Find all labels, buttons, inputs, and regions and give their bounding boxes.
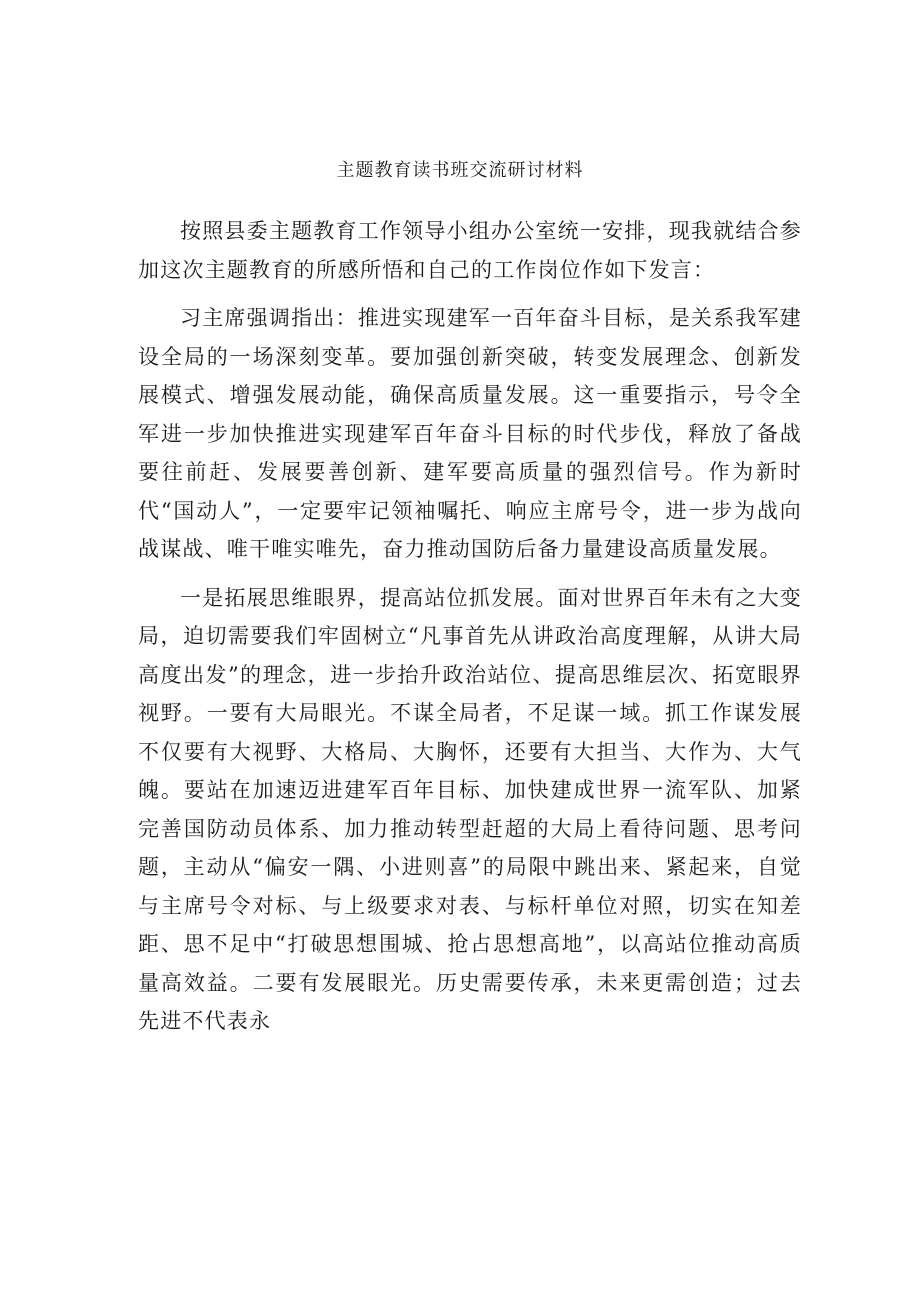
document-body (138, 212, 802, 1041)
document-title: 主题教育读书班交流研讨材料 (336, 160, 584, 181)
paragraph-instruction: 习主席强调指出：推进实现建军一百年奋斗目标，是关系我军建设全局的一场深刻变革。要加强创新突破，转变发展理念、创新发展模式、增强发展动能，确保高质量发展。这一重要指示，号令全军进一步加快推进实现建军百年奋斗目标的时代步伐，释放了备战要往前赶、发展要善创新、建军要高质量的强烈信号。作为新时代“国动人”，一定要牢记领袖嘱托、响应主席号令，进一步为战向战谋战、唯干唯实唯先，奋力推动国防后备力量建设高质量发展。 (138, 306, 802, 561)
paragraph-intro: 按照县委主题教育工作领导小组办公室统一安排，现我就结合参加这次主题教育的所感所悟和自己的工作岗位作如下发言： (138, 219, 802, 282)
paragraph-point-one: 一是拓展思维眼界，提高站位抓发展。面对世界百年未有之大变局，迫切需要我们牢固树立“凡事首先从讲政治高度理解，从讲大局高度出发”的理念，进一步抬升政治站位、提高思维层次、拓宽眼界视野。一要有大局眼光。不谋全局者，不足谋一域。抓工作谋发展不仅要有大视野、大格局、大胸怀，还要有大担当、大作为、大气魄。要站在加速迈进建军百年目标、加快建成世界一流军队、加紧完善国防动员体系、加力推动转型赶超的大局上看待问题、思考问题，主动从“偏安一隅、小进则喜”的局限中跳出来、紧起来，自觉与主席号令对标、与上级要求对表、与标杆单位对照，切实在知差距、思不足中“打破思想围城、抢占思想高地”，以高站位推动高质量高效益。二要有发展眼光。历史需要传承，未来更需创造；过去先进不代表永 (138, 585, 802, 1033)
